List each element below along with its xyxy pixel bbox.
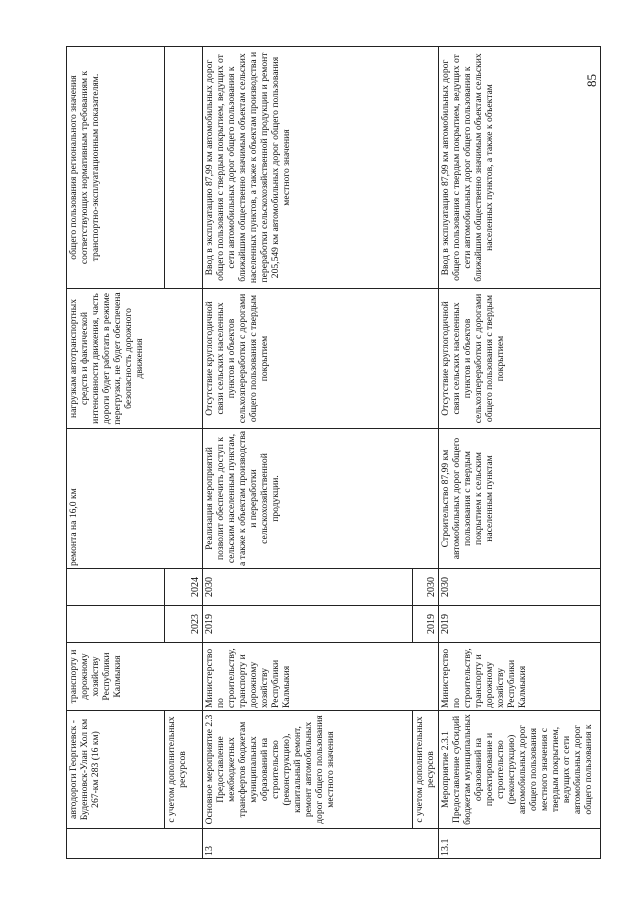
cell-end: 2024 xyxy=(165,569,203,606)
cell-name: с учетом дополнительных ресурсов xyxy=(165,711,203,829)
cell-start: 2019 xyxy=(439,606,601,643)
cell-consequence: Отсутствие круглогодичной связи сельских населенных пунктов и объектов сельхозпереработки с дорогами общего пользования с твердым покрытием xyxy=(203,289,413,429)
cell-executor: Министерство по строительству, транспорту и дорожному хозяйству Республики Калмыкия xyxy=(439,643,601,711)
cell-end: 2030 xyxy=(203,569,413,606)
cell-result: Строительство 87,99 км автомобильных дорог общего пользования с твердым покрытием к сельским населенным пунктам xyxy=(439,429,601,569)
cell-indicators: Ввод в эксплуатацию 87,99 км автомобильных дорог общего пользования с твердым покрытием, ведущих от сети автомобильных дорог общего пользования к ближайшим общественно значимым объектам сельских населенных пунктов, а также к объектам производства и переработки сельскохозяйственной продукции и ремонт 205,549 км автомобильных дорог общего пользования местного значения xyxy=(203,47,413,289)
cell-name: Мероприятие 2.3.1 Предоставление субсидий бюджетам муниципальных образований на проектирование и строительство (реконструкцию) автомобильных дорог общего пользования местного значения с твердым покрытием, ведущих от сети автомобильных дорог общего пользования к xyxy=(439,711,601,829)
cell-num xyxy=(67,829,165,859)
cell-name: автодороги Георгиевск - Буденновск-Улан Хол км 267-км 283 (16 км) xyxy=(67,711,165,829)
table-row-13-1 xyxy=(439,47,601,859)
cell-start: 2019 xyxy=(413,606,439,643)
cell-end: 2030 xyxy=(439,569,601,606)
cell-start: 2023 xyxy=(165,606,203,643)
table-row-additional-resources xyxy=(165,47,203,859)
cell-indicators: общего пользования регионального значения соответствующих нормативным требованиям к транспортно-эксплуатационным показателям. xyxy=(67,47,165,289)
cell-num: 13.1 xyxy=(439,829,601,859)
cell-end xyxy=(67,569,165,606)
cell-start: 2019 xyxy=(203,606,413,643)
table-row-continuation xyxy=(67,47,165,859)
cell-executor: Министерство по строительству, транспорту и дорожному хозяйству Республики Калмыкия xyxy=(203,643,413,711)
cell-consequence: Отсутствие круглогодичной связи сельских населенных пунктов и объектов сельхозпереработки с дорогами общего пользования с твердым покрытием xyxy=(439,289,601,429)
cell-end: 2030 xyxy=(413,569,439,606)
cell-name: с учетом дополнительных ресурсов xyxy=(413,711,439,829)
table-row-additional-resources xyxy=(413,47,439,859)
cell-consequence: нагрузкам автотранспортных средств и фактической интенсивности движения, часть дороги будет работать в режиме перегрузки, не будет обеспечена безопасность дорожного движения xyxy=(67,289,165,429)
cell-num: 13 xyxy=(203,829,413,859)
cell-result: Реализация мероприятий позволит обеспечить доступ к сельским населенным пунктам, а также к объектам производства и переработки сельскохозяйственной продукции. xyxy=(203,429,413,569)
program-table xyxy=(66,46,601,859)
cell-result: ремонта на 16,0 км xyxy=(67,429,165,569)
page-number: 85 xyxy=(584,74,599,87)
cell-indicators: Ввод в эксплуатацию 87,99 км автомобильных дорог общего пользования с твердым покрытием, ведущих от сети автомобильных дорог общего пользования к ближайшим общественно значимым объектам сельских населенных пунктов, а также к объектам xyxy=(439,47,601,289)
table-row-13 xyxy=(203,47,413,859)
cell-executor: транспорту и дорожному хозяйству Республики Калмыкия xyxy=(67,643,165,711)
cell-start xyxy=(67,606,165,643)
cell-name: Основное мероприятие 2.3 Предоставление межбюджетных трансфертов бюджетам муниципальных образований на строительство (реконструкцию), капитальный ремонт, ремонт автомобильных дорог общего пользования местного значения xyxy=(203,711,413,829)
